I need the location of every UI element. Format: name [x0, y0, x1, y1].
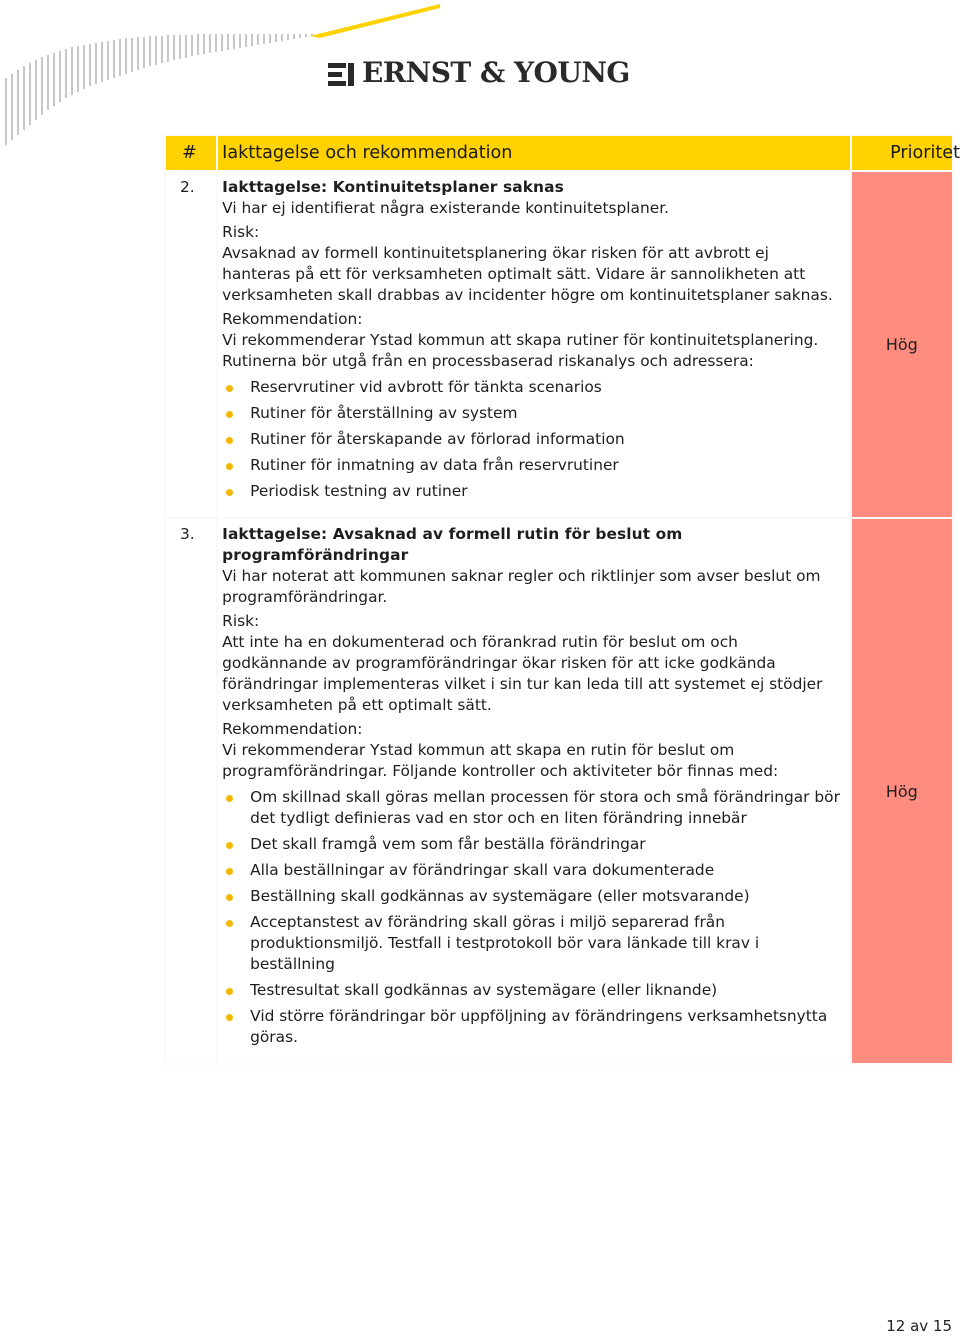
list-item: Testresultat skall godkännas av systemägare (eller liknande)	[222, 980, 842, 1001]
finding-text: Vi har ej identifierat några existerande kontinuitetsplaner.	[222, 199, 670, 217]
list-item: Reservrutiner vid avbrott för tänkta scenarios	[222, 377, 842, 398]
observation-title: Iakttagelse: Kontinuitetsplaner saknas	[222, 178, 564, 196]
list-item: Periodisk testning av rutiner	[222, 481, 842, 502]
recommendation-label: Rekommendation:	[222, 720, 363, 738]
risk-label: Risk:	[222, 223, 260, 241]
list-item: Det skall framgå vem som får beställa förändringar	[222, 834, 842, 855]
table-row	[165, 518, 953, 1064]
ernst-young-logo-mark-icon	[326, 61, 356, 89]
observation-cell	[217, 171, 851, 518]
list-item: Beställning skall godkännas av systemägare (eller motsvarande)	[222, 886, 842, 907]
list-item: Rutiner för återställning av system	[222, 403, 842, 424]
priority-value: Hög	[885, 781, 918, 801]
finding-text: Vi har noterat att kommunen saknar regler och riktlinjer som avser beslut om programförändringar.	[222, 567, 821, 606]
table-row	[165, 171, 953, 518]
header-observation: Iakttagelse och rekommendation	[217, 135, 851, 171]
priority-value: Hög	[885, 335, 918, 354]
header-priority	[851, 135, 960, 171]
observation-title: Iakttagelse: Avsaknad av formell rutin för beslut om programförändringar	[222, 525, 683, 564]
list-item: Vid större förändringar bör uppföljning av förändringens verksamhetsnytta göras.	[222, 1006, 842, 1048]
findings-table	[164, 134, 960, 1065]
risk-text: Avsaknad av formell kontinuitetsplanering ökar risken för att avbrott ej hanteras på ett för verksamheten optimalt sätt. Vidare är sannolikheten att verksamheten skall drabbas av incidenter högre om kontinuitetsplaner saknas.	[222, 244, 833, 304]
risk-label: Risk:	[222, 612, 260, 630]
priority-cell	[851, 171, 953, 518]
recommendation-text: Vi rekommenderar Ystad kommun att skapa en rutin för beslut om programförändringar. Följande kontroller och aktiviteter bör finnas med:	[222, 741, 779, 780]
list-item: Rutiner för inmatning av data från reservrutiner	[222, 455, 842, 476]
recommendation-list	[222, 377, 842, 502]
list-item: Acceptanstest av förändring skall göras i miljö separerad från produktionsmiljö. Testfall i testprotokoll bör vara länkade till krav i beställning	[222, 912, 842, 975]
row-number: 3.	[165, 518, 217, 1064]
page-number: 12 av 15	[886, 1317, 952, 1335]
table-header-row	[165, 135, 953, 171]
row-number: 2.	[165, 171, 217, 518]
list-item: Alla beställningar av förändringar skall vara dokumenterade	[222, 860, 842, 881]
risk-text: Att inte ha en dokumenterad och förankrad rutin för beslut om och godkännande av programförändringar ökar risken för att icke godkända förändringar implementeras vilket i sin tur kan leda till att systemet ej stödjer verksamheten på ett optimalt sätt.	[222, 633, 823, 714]
header-priority-label: Prioritet	[890, 142, 960, 163]
list-item: Rutiner för återskapande av förlorad information	[222, 429, 842, 450]
priority-cell	[851, 518, 953, 1064]
header-number: #	[165, 135, 217, 171]
ernst-young-logo: ERNST & YOUNG	[362, 56, 630, 89]
recommendation-label: Rekommendation:	[222, 310, 363, 328]
recommendation-list	[222, 787, 842, 1048]
list-item: Om skillnad skall göras mellan processen för stora och små förändringar bör det tydligt definieras vad en stor och en liten förändring innebär	[222, 787, 842, 829]
recommendation-text: Vi rekommenderar Ystad kommun att skapa rutiner för kontinuitetsplanering. Rutinerna bör utgå från en processbaserad riskanalys och adressera:	[222, 331, 819, 370]
observation-cell	[217, 518, 851, 1064]
